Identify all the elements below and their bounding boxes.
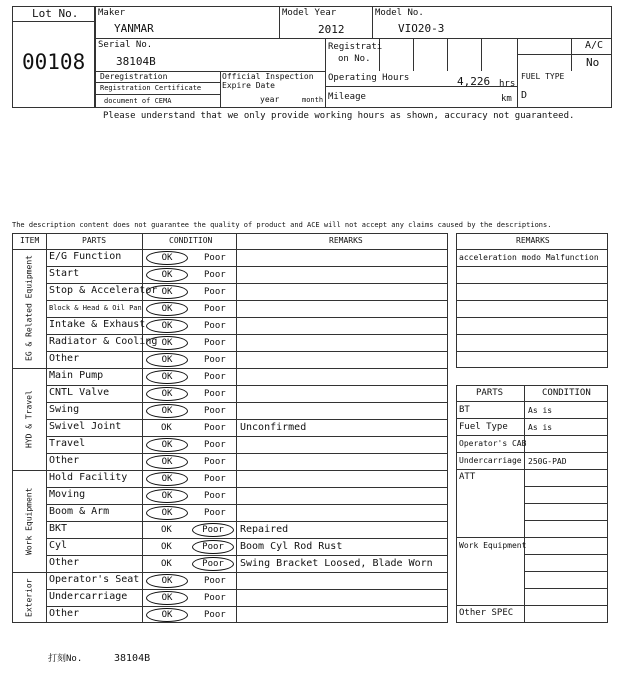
group-label: EG & Related Equipment [24, 255, 34, 362]
poor-option[interactable]: Poor [204, 610, 226, 620]
work-equipment-label: Work Equipment [459, 541, 527, 550]
part-name: CNTL Valve [49, 387, 110, 398]
undercarriage-value: 250G-PAD [528, 457, 567, 466]
poor-option[interactable]: Poor [204, 287, 226, 297]
ac-label: A/C [585, 40, 604, 51]
inspection-label-2: Expire Date [222, 81, 275, 90]
poor-option[interactable]: Poor [204, 253, 226, 263]
part-name: Stop & Accelerator [49, 285, 158, 296]
right-remarks-header: REMARKS [516, 236, 550, 245]
ok-option[interactable]: OK [161, 423, 172, 433]
poor-option[interactable]: Poor [204, 457, 226, 467]
undercarriage-label: Undercarriage [459, 456, 522, 465]
poor-option[interactable]: Poor [204, 270, 226, 280]
fuel-label: FUEL TYPE [521, 72, 565, 81]
lot-number: 00108 [22, 50, 86, 74]
registration-label-1: Registrati [328, 42, 383, 52]
registration-certificate-label: Registration Certificate [100, 84, 202, 92]
ok-option[interactable]: OK [146, 489, 188, 503]
model-year-value: 2012 [318, 23, 345, 36]
mileage-label: Mileage [328, 92, 366, 102]
right-remark-line: acceleration modo Malfunction [459, 253, 599, 262]
inspection-label-1: Official Inspection [222, 72, 314, 81]
ac-value: No [586, 56, 600, 69]
fuel-type-value: As is [528, 423, 553, 432]
maker-label: Maker [98, 8, 126, 18]
poor-option[interactable]: Poor [204, 355, 226, 365]
ok-option[interactable]: OK [146, 455, 188, 469]
header-parts: PARTS [82, 236, 107, 245]
part-name: Other [49, 557, 80, 568]
ok-option[interactable]: OK [146, 387, 188, 401]
remark-text: Repaired [240, 524, 289, 535]
hours-label: Operating Hours [328, 73, 410, 83]
stamp-value: 38104B [114, 653, 151, 664]
part-name: BKT [49, 523, 68, 534]
poor-option[interactable]: Poor [204, 576, 226, 586]
ok-option[interactable]: OK [161, 559, 172, 569]
other-spec-label: Other SPEC [459, 608, 514, 618]
part-name: Cyl [49, 540, 68, 551]
ok-option[interactable]: OK [146, 302, 188, 316]
year-label: year [260, 95, 280, 104]
part-name: Other [49, 455, 80, 466]
poor-option[interactable]: Poor [204, 474, 226, 484]
serial-value: 38104B [116, 55, 156, 68]
cema-label: document of CEMA [104, 97, 172, 105]
poor-option[interactable]: Poor [204, 593, 226, 603]
month-label: month [302, 96, 324, 104]
hours-value: 4,226 [457, 75, 491, 88]
ok-option[interactable]: OK [146, 336, 188, 350]
part-name: Boom & Arm [49, 506, 110, 517]
disclaimer: The description content does not guarantee the quality of product and ACE will not accept any claims caused by the descriptions. [12, 221, 552, 229]
poor-option[interactable]: Poor [192, 523, 234, 537]
att-label: ATT [459, 472, 476, 482]
ok-option[interactable]: OK [146, 268, 188, 282]
bt-value: As is [528, 406, 553, 415]
remark-text: Unconfirmed [240, 422, 307, 433]
bt-label: BT [459, 405, 470, 415]
part-name: Operator's Seat [49, 574, 140, 585]
ok-option[interactable]: OK [146, 574, 188, 588]
ok-option[interactable]: OK [146, 506, 188, 520]
ok-option[interactable]: OK [146, 438, 188, 452]
poor-option[interactable]: Poor [204, 491, 226, 501]
ok-option[interactable]: OK [146, 285, 188, 299]
header-condition: CONDITION [169, 236, 213, 245]
part-name: Block & Head & Oil Pan [49, 304, 142, 312]
registration-label-2: on No. [338, 54, 371, 64]
header-item: ITEM [20, 236, 40, 245]
poor-option[interactable]: Poor [204, 508, 226, 518]
fuel-value: D [521, 90, 528, 101]
poor-option[interactable]: Poor [192, 557, 234, 571]
poor-option[interactable]: Poor [204, 304, 226, 314]
hours-unit: hrs [499, 79, 516, 89]
lot-label: Lot No. [32, 7, 79, 20]
mileage-unit: km [501, 94, 512, 104]
remark-text: Boom Cyl Rod Rust [240, 541, 343, 552]
part-name: Other [49, 608, 80, 619]
operators-cab-label: Operator's CAB [459, 439, 527, 448]
hours-notice: Please understand that we only provide working hours as shown, accuracy not guaranteed. [103, 111, 575, 121]
right-parts-header: PARTS [476, 388, 504, 398]
model-no-value: VIO20-3 [398, 22, 445, 35]
poor-option[interactable]: Poor [204, 440, 226, 450]
ok-option[interactable]: OK [146, 404, 188, 418]
part-name: E/G Function [49, 251, 122, 262]
part-name: Hold Facility [49, 472, 128, 483]
ok-option[interactable]: OK [146, 370, 188, 384]
part-name: Undercarriage [49, 591, 128, 602]
stamp-label: 打刻No. [48, 654, 83, 664]
serial-label: Serial No. [98, 40, 153, 50]
deregistration-label: Deregistration [100, 72, 168, 81]
ok-option[interactable]: OK [161, 525, 172, 535]
poor-option[interactable]: Poor [204, 321, 226, 331]
part-name: Other [49, 353, 80, 364]
group-label: Work Equipment [24, 487, 34, 555]
poor-option[interactable]: Poor [204, 423, 226, 433]
group-label: HYD & Travel [24, 390, 34, 448]
ok-option[interactable]: OK [146, 472, 188, 486]
part-name: Radiator & Cooling [49, 336, 158, 347]
part-name: Swing [49, 404, 80, 415]
part-name: Moving [49, 489, 86, 500]
model-no-label: Model No. [375, 8, 424, 18]
poor-option[interactable]: Poor [192, 540, 234, 554]
ok-option[interactable]: OK [146, 353, 188, 367]
part-name: Swivel Joint [49, 421, 122, 432]
ok-option[interactable]: OK [146, 251, 188, 265]
model-year-label: Model Year [282, 8, 337, 18]
poor-option[interactable]: Poor [204, 389, 226, 399]
ok-option[interactable]: OK [146, 608, 188, 622]
ok-option[interactable]: OK [161, 542, 172, 552]
poor-option[interactable]: Poor [204, 338, 226, 348]
right-condition-header: CONDITION [542, 388, 591, 398]
part-name: Start [49, 268, 80, 279]
fuel-type-label: Fuel Type [459, 422, 508, 432]
ok-option[interactable]: OK [146, 591, 188, 605]
remark-text: Swing Bracket Loosed, Blade Worn [240, 558, 433, 569]
poor-option[interactable]: Poor [204, 406, 226, 416]
group-label: Exterior [24, 578, 34, 617]
poor-option[interactable]: Poor [204, 372, 226, 382]
part-name: Intake & Exhaust [49, 319, 146, 330]
ok-option[interactable]: OK [146, 319, 188, 333]
maker-value: YANMAR [114, 22, 154, 35]
part-name: Travel [49, 438, 86, 449]
part-name: Main Pump [49, 370, 104, 381]
header-remarks: REMARKS [329, 236, 363, 245]
